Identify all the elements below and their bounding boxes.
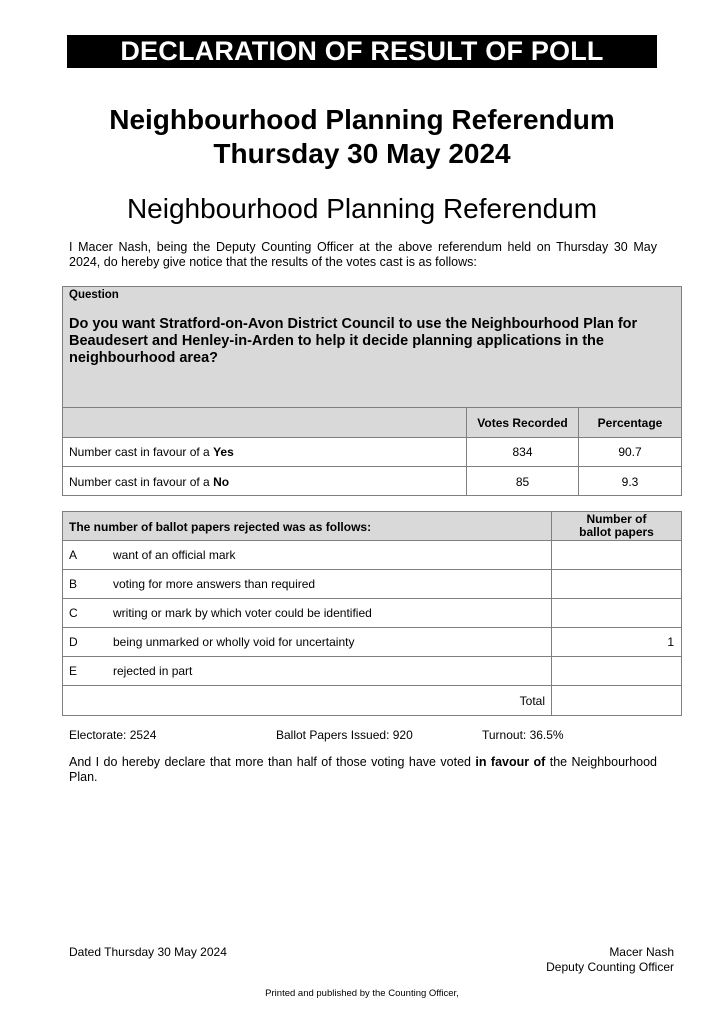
yes-row-label (69, 438, 234, 466)
no-row-label (69, 467, 229, 496)
rejected-row-a (63, 541, 681, 570)
rejected-letter: B (69, 577, 78, 591)
ballots-issued-stat: Ballot Papers Issued: 920 (276, 728, 413, 742)
question-text: Do you want Stratford-on-Avon District Council to use the Neighbourhood Plan for Beaudesert and Henley-in-Arden to help it decide planning applications in the neighbourhood area? (69, 316, 638, 366)
rejected-reason: voting for more answers than required (113, 577, 316, 591)
page-title: Neighbourhood Planning Referendum (109, 104, 615, 135)
results-table (62, 286, 682, 496)
rejected-reason: rejected in part (113, 664, 193, 678)
intro-paragraph: I Macer Nash, being the Deputy Counting Officer at the above referendum held on Thursday 30 May 2024, do hereby give notice that the results of the votes cast is as follows: (69, 240, 657, 269)
rejected-row-c (63, 599, 681, 628)
rejected-letter: E (69, 664, 78, 678)
poll-date-heading: Thursday 30 May 2024 (213, 138, 511, 169)
declaration-outcome: in favour of (475, 755, 546, 769)
ballot-count-header (551, 512, 681, 541)
declaration-banner: DECLARATION OF RESULT OF POLL (67, 35, 657, 68)
rejected-letter: A (69, 548, 78, 562)
declaration-paragraph (69, 755, 657, 785)
rejected-count (551, 657, 681, 685)
electorate-stat: Electorate: 2524 (69, 728, 157, 742)
officer-name: Macer Nash (609, 945, 674, 959)
rejected-header-row (63, 512, 681, 541)
no-answer: No (213, 474, 230, 489)
rejected-reason: being unmarked or wholly void for uncertainty (113, 635, 355, 649)
rejected-row-e (63, 657, 681, 686)
ballot-count-header-line1: Number of (586, 512, 647, 526)
ballot-count-header-line2: ballot papers (579, 525, 654, 539)
declaration-text-before: And I do hereby declare that more than half of those voting have voted (69, 755, 476, 769)
rejected-row-d (63, 628, 681, 657)
results-row-no (63, 467, 681, 496)
question-section (63, 287, 681, 408)
rejected-heading: The number of ballot papers rejected was as follows: (69, 519, 372, 534)
rejected-count (551, 541, 681, 569)
rejected-ballots-table (62, 511, 682, 716)
referendum-subtitle: Neighbourhood Planning Referendum (126, 193, 598, 224)
imprint: Printed and published by the Counting Officer, (265, 988, 459, 999)
rejected-reason: want of an official mark (113, 548, 236, 562)
yes-percentage: 90.7 (578, 438, 681, 466)
results-row-yes (63, 438, 681, 467)
rejected-reason: writing or mark by which voter could be identified (113, 606, 372, 620)
total-value (551, 686, 681, 715)
rejected-count: 1 (551, 628, 681, 656)
results-header-row (63, 408, 681, 438)
rejected-letter: D (69, 635, 78, 649)
question-label: Question (69, 289, 119, 301)
total-label: Total (519, 693, 545, 708)
yes-answer: Yes (213, 445, 234, 459)
rejected-count (551, 599, 681, 627)
no-percentage: 9.3 (578, 467, 681, 496)
votes-recorded-header: Votes Recorded (466, 408, 578, 437)
yes-votes: 834 (466, 438, 578, 466)
rejected-row-b (63, 570, 681, 599)
turnout-stat: Turnout: 36.5% (482, 728, 564, 742)
rejected-total-row (63, 686, 681, 715)
rejected-letter: C (69, 606, 78, 620)
officer-role: Deputy Counting Officer (546, 960, 674, 974)
no-row-prefix: Number cast in favour of a (69, 474, 214, 489)
no-votes: 85 (466, 467, 578, 496)
signature-block (546, 945, 674, 975)
declaration-text-after: the Neighbourhood Plan. (69, 755, 658, 784)
rejected-count (551, 570, 681, 598)
yes-row-prefix: Number cast in favour of a (69, 445, 214, 459)
dated-line: Dated Thursday 30 May 2024 (69, 945, 227, 959)
percentage-header: Percentage (578, 408, 681, 437)
